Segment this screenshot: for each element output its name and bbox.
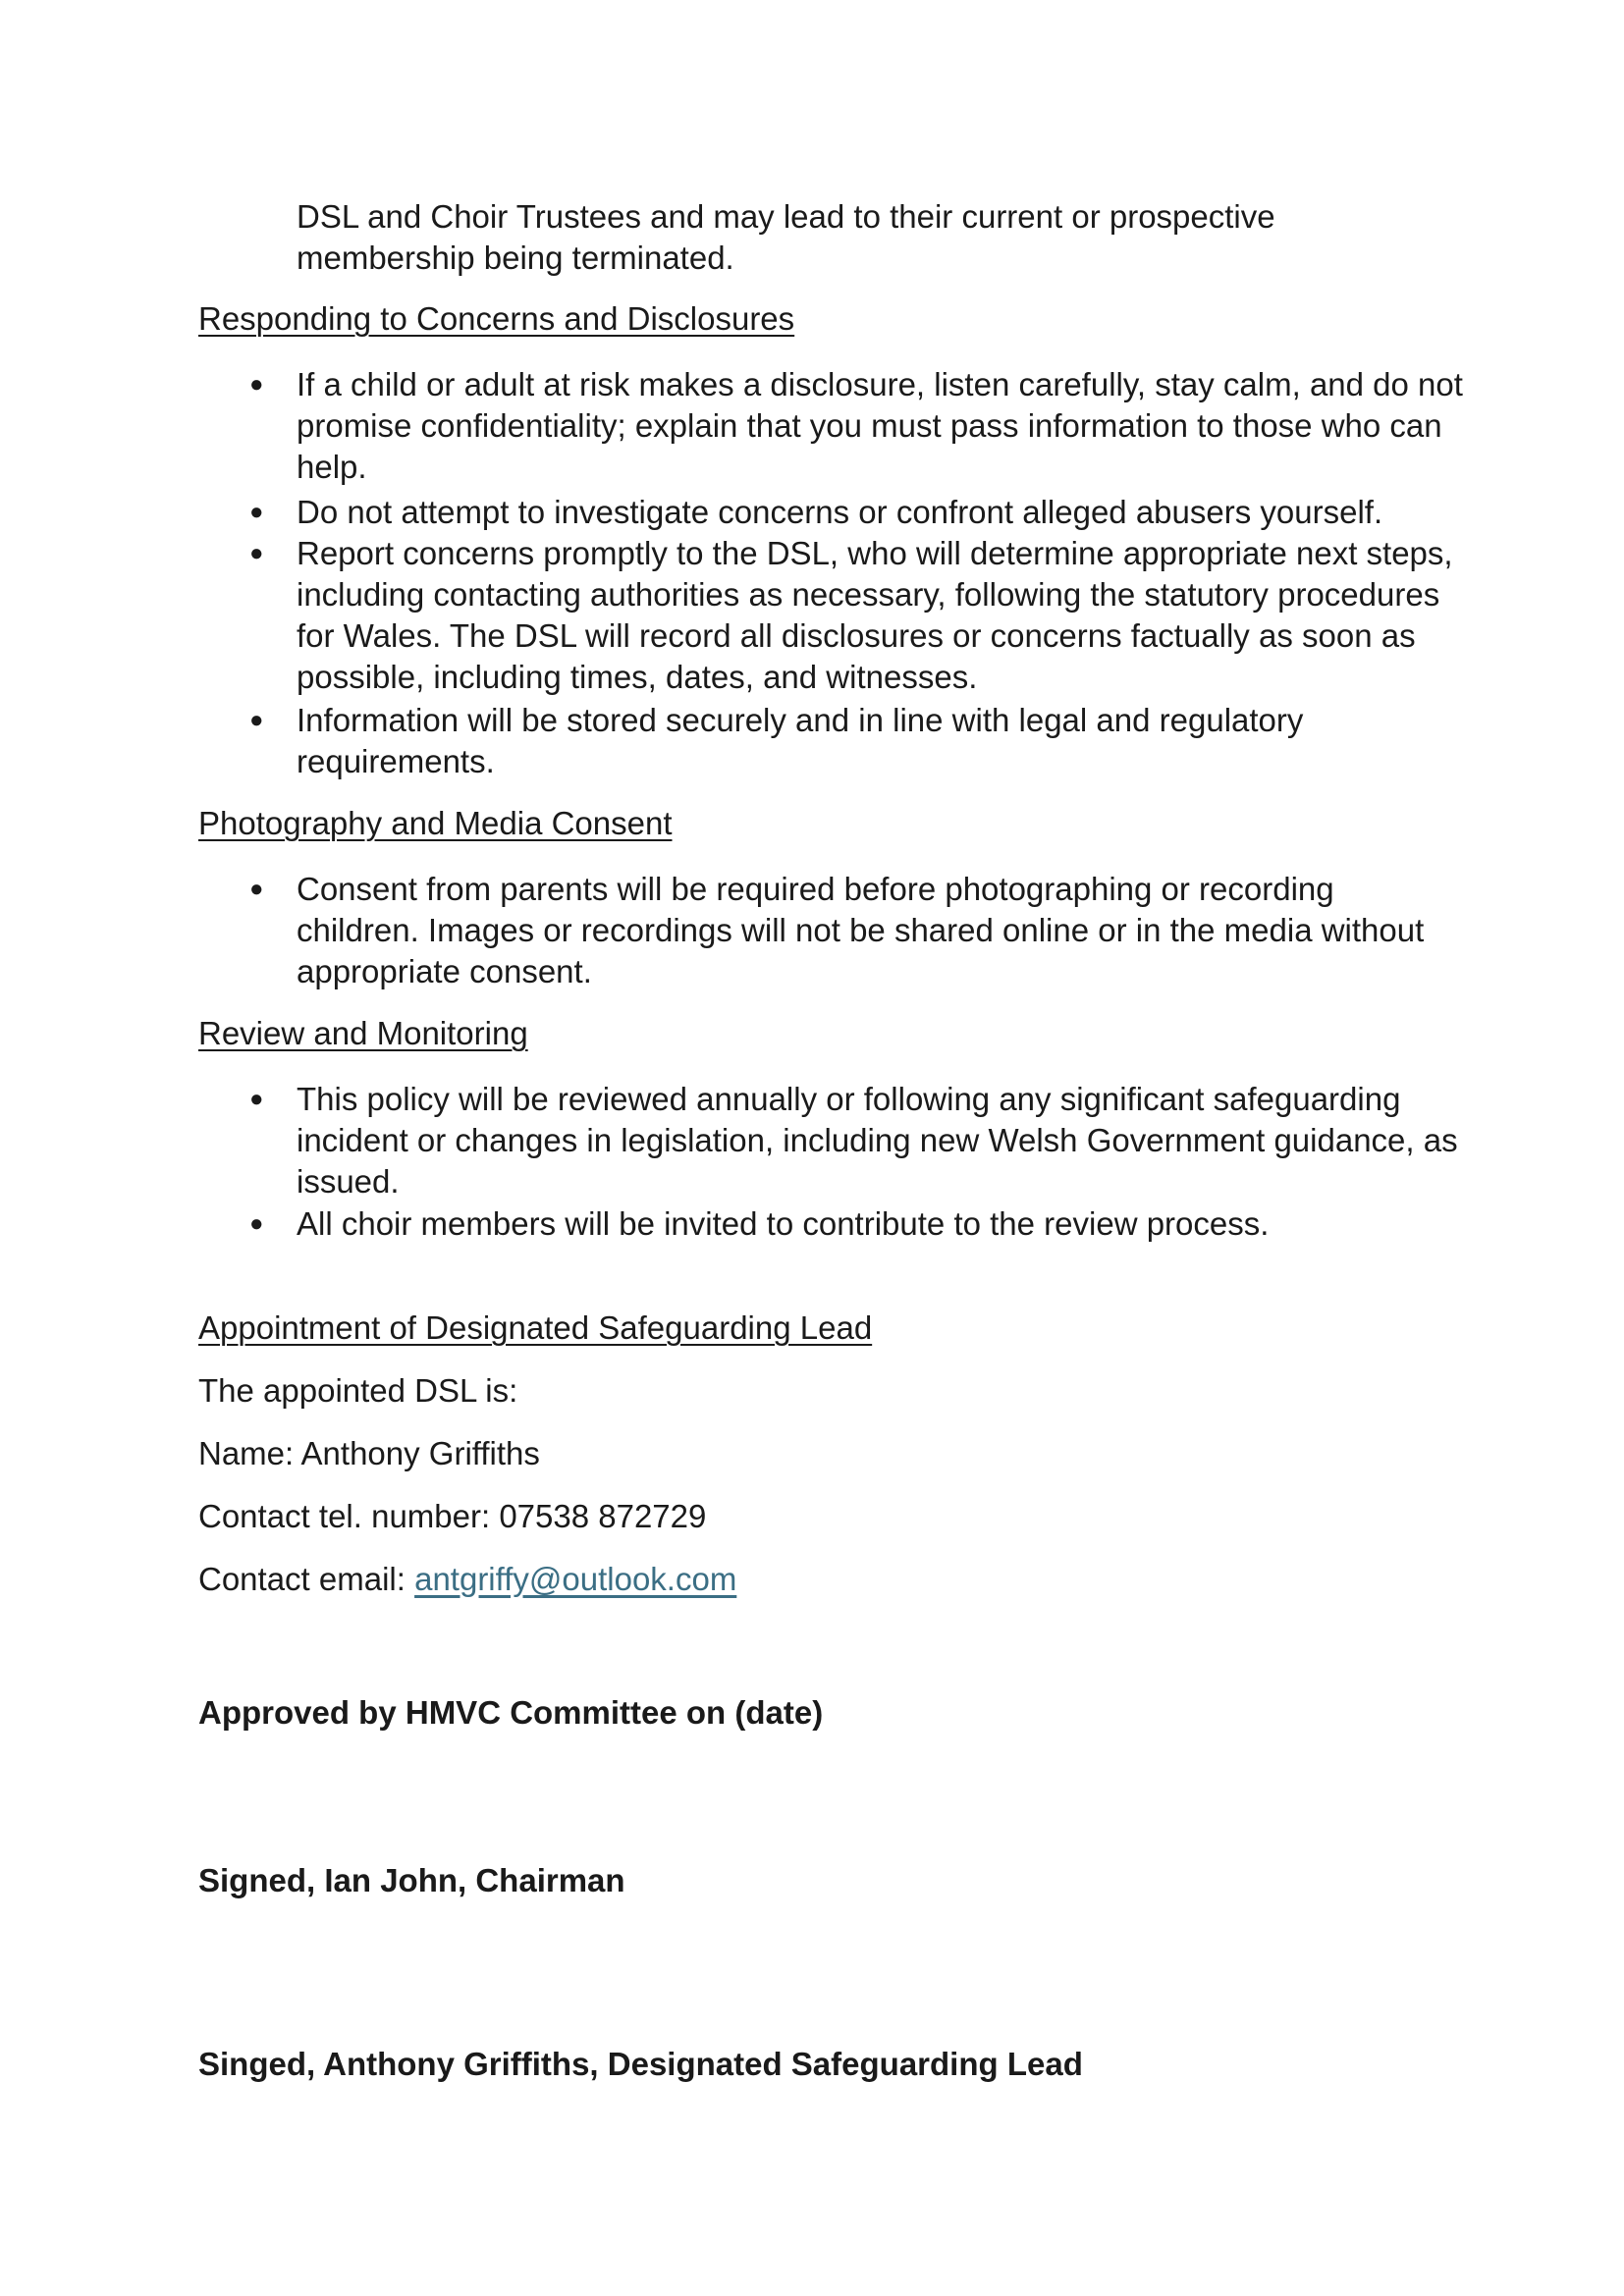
continuation-paragraph: DSL and Choir Trustees and may lead to their current or prospective membership being terminated.: [297, 198, 1275, 276]
dsl-email-label: Contact email:: [198, 1561, 415, 1597]
dsl-email-line: [198, 1561, 736, 1598]
dsl-email-link[interactable]: antgriffy@outlook.com: [414, 1561, 737, 1597]
list-item-text: If a child or adult at risk makes a disclosure, listen carefully, stay calm, and do not promise confidentiality; explain that you must pass information to those who can help.: [297, 366, 1463, 485]
heading-appointment: Appointment of Designated Safeguarding Lead: [198, 1309, 873, 1346]
heading-photography: Photography and Media Consent: [198, 805, 673, 841]
heading-responding: Responding to Concerns and Disclosures: [198, 300, 795, 337]
dsl-phone: Contact tel. number: 07538 872729: [198, 1498, 707, 1534]
approval-line: Approved by HMVC Committee on (date): [198, 1694, 824, 1731]
list-item-text: Report concerns promptly to the DSL, who will determine appropriate next steps, including contacting authorities as necessary, following the statutory procedures for Wales. The DSL will record all disclosures or concerns factually as soon as possible, including times, dates, and witnesses.: [297, 535, 1453, 695]
list-item-text: Information will be stored securely and in line with legal and regulatory requirements.: [297, 702, 1304, 779]
dsl-intro: The appointed DSL is:: [198, 1372, 518, 1409]
dsl-name: Name: Anthony Griffiths: [198, 1435, 540, 1471]
list-item-text: All choir members will be invited to contribute to the review process.: [297, 1205, 1270, 1242]
bullet-icon: ●: [249, 499, 264, 525]
bullet-icon: ●: [249, 371, 264, 398]
bullet-icon: ●: [249, 1210, 264, 1237]
list-item-text: Consent from parents will be required before photographing or recording children. Images or recordings will not be shared online or in the media without appropriate consent.: [297, 871, 1425, 989]
dsl-signature-line: Singed, Anthony Griffiths, Designated Safeguarding Lead: [198, 2046, 1083, 2082]
chair-signature-line: Signed, Ian John, Chairman: [198, 1862, 625, 1898]
bullet-icon: ●: [249, 876, 264, 902]
bullet-icon: ●: [249, 540, 264, 566]
list-item-text: This policy will be reviewed annually or following any significant safeguarding incident or changes in legislation, including new Welsh Government guidance, as issued.: [297, 1081, 1458, 1200]
bullet-icon: ●: [249, 1086, 264, 1112]
bullet-icon: ●: [249, 707, 264, 733]
heading-review: Review and Monitoring: [198, 1015, 528, 1051]
list-item-text: Do not attempt to investigate concerns or confront alleged abusers yourself.: [297, 494, 1383, 530]
